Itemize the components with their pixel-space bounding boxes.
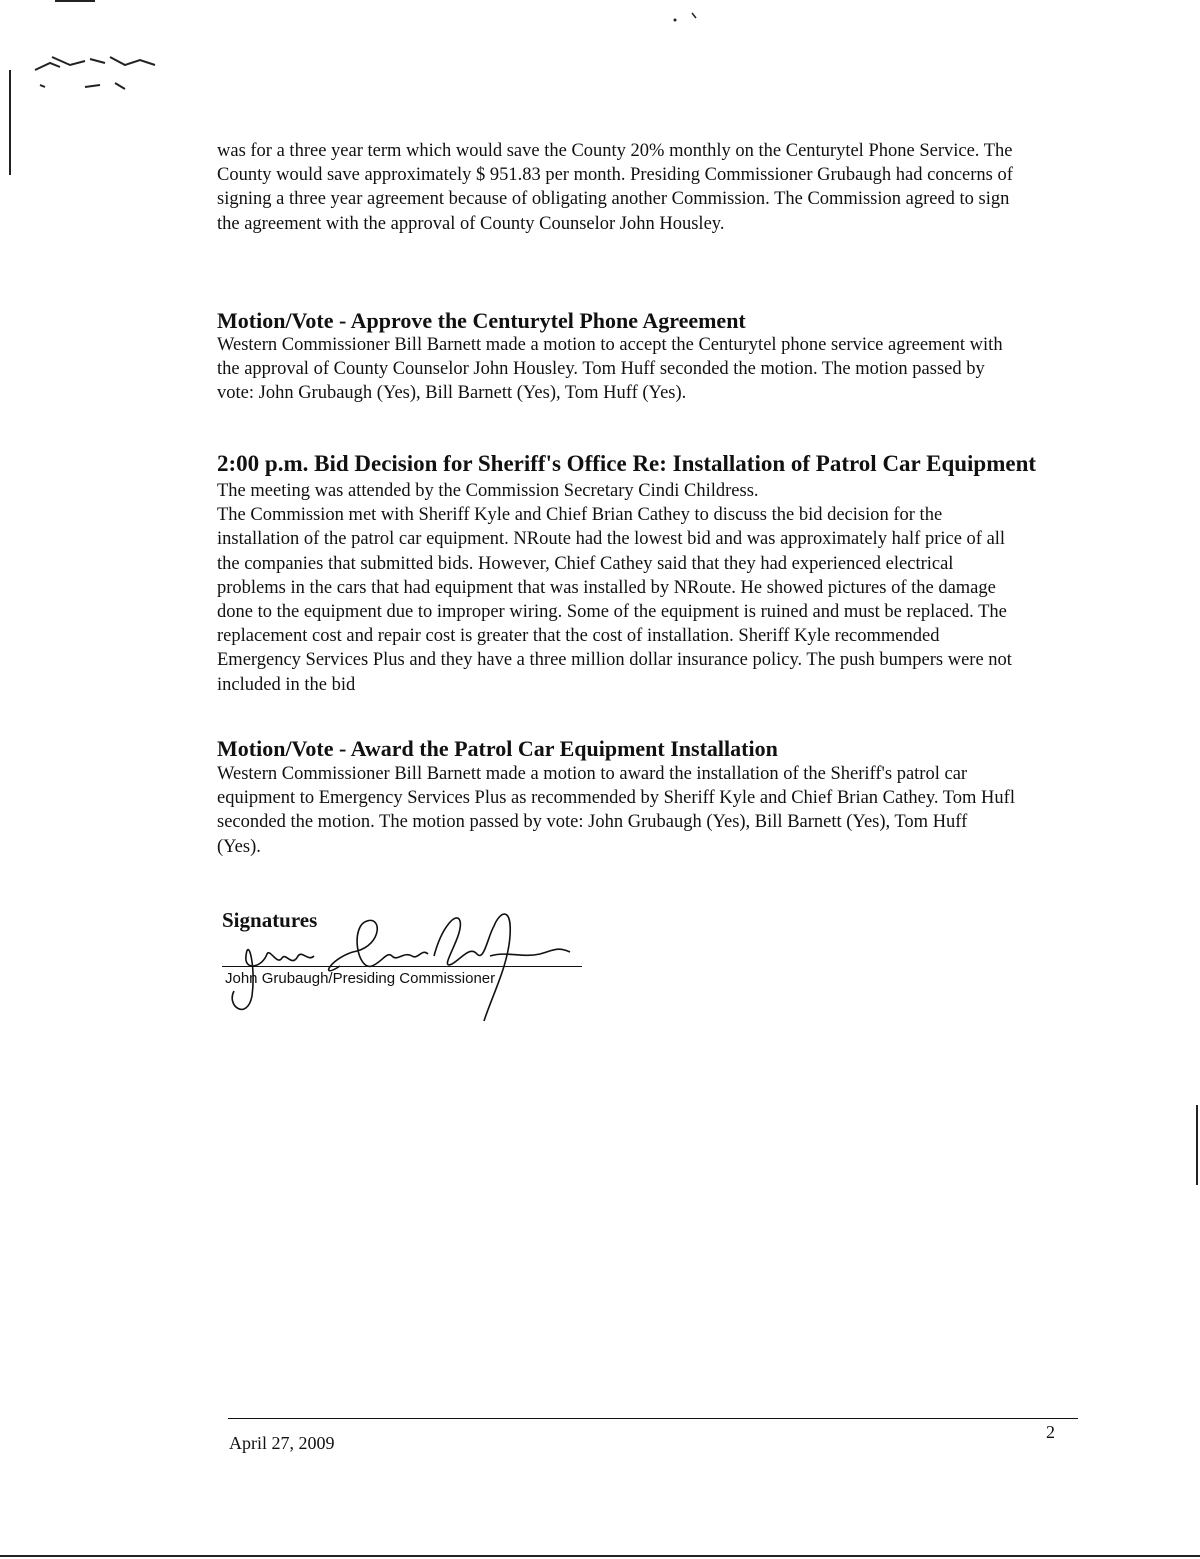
scan-edge-mark-left — [9, 70, 11, 175]
text-line: installation of the patrol car equipment. NRoute had the lowest bid and was approximately half price of all — [217, 529, 1006, 550]
text-line: The meeting was attended by the Commission Secretary Cindi Childress. — [217, 481, 759, 501]
text-line: (Yes). — [217, 836, 261, 857]
text-line: the approval of County Counselor John Housley. Tom Huff seconded the motion. The motion passed by — [217, 359, 985, 380]
scan-edge-mark-right — [1196, 1105, 1198, 1185]
text-line: replacement cost and repair cost is greater that the cost of installation. Sheriff Kyle recommended — [217, 626, 940, 647]
scan-edge-mark-top — [55, 0, 95, 2]
text-line: the companies that submitted bids. However, Chief Cathey said that they had experienced electrical — [217, 553, 954, 574]
handwritten-signature — [222, 896, 592, 1026]
scan-scribble-mark — [30, 45, 170, 105]
text-line: Emergency Services Plus and they have a three million dollar insurance policy. The push bumpers were not — [217, 650, 1012, 671]
section-heading-centurytel-motion: Motion/Vote - Approve the Centurytel Phone Agreement — [217, 308, 746, 333]
text-line: vote: John Grubaugh (Yes), Bill Barnett (Yes), Tom Huff (Yes). — [217, 383, 687, 404]
signatures-title: Signatures — [222, 908, 318, 932]
text-line: done to the equipment due to improper wiring. Some of the equipment is ruined and must be replaced. The — [217, 602, 1007, 623]
text-line: problems in the cars that had equipment that was installed by NRoute. He showed pictures of the damage — [217, 577, 996, 598]
section-body-award-motion — [217, 762, 1067, 859]
text-line: seconded the motion. The motion passed by vote: John Grubaugh (Yes), Bill Barnett (Yes), Tom Huff — [217, 812, 968, 833]
footer-date: April 27, 2009 — [229, 1433, 335, 1453]
text-line: County would save approximately $ 951.83 per month. Presiding Commissioner Grubaugh had concerns of — [217, 165, 1013, 186]
text-line: included in the bid — [217, 674, 356, 695]
scan-edge-mark-bottom — [0, 1555, 1200, 1557]
text-line: the agreement with the approval of County Counselor John Housley. — [217, 213, 725, 234]
text-line: Western Commissioner Bill Barnett made a motion to award the installation of the Sheriff's patrol car — [217, 764, 968, 784]
page-number: 2 — [1046, 1422, 1055, 1442]
footer-rule — [228, 1418, 1078, 1419]
signature-block — [222, 896, 592, 1026]
text-line: was for a three year term which would save the County 20% monthly on the Centurytel Phone Service. The — [217, 141, 1013, 161]
section-heading-bid-decision: 2:00 p.m. Bid Decision for Sheriff's Office Re: Installation of Patrol Car Equipment — [217, 451, 1037, 476]
text-line: signing a three year agreement because of obligating another Commission. The Commission agreed to sign — [217, 189, 1010, 210]
scan-dot-marks — [670, 8, 710, 28]
section-body-bid-decision — [217, 479, 1067, 697]
section-body-centurytel-motion — [217, 333, 1067, 406]
text-line: Western Commissioner Bill Barnett made a motion to accept the Centurytel phone service agreement with — [217, 335, 1003, 355]
section-heading-award-motion: Motion/Vote - Award the Patrol Car Equipment Installation — [217, 736, 778, 761]
intro-paragraph — [217, 139, 1067, 236]
text-line: equipment to Emergency Services Plus as recommended by Sheriff Kyle and Chief Brian Cathey. Tom Hufl — [217, 788, 1015, 809]
text-line: The Commission met with Sheriff Kyle and Chief Brian Cathey to discuss the bid decision for the — [217, 505, 943, 526]
signer-name-title: John Grubaugh/Presiding Commissioner — [225, 970, 496, 987]
